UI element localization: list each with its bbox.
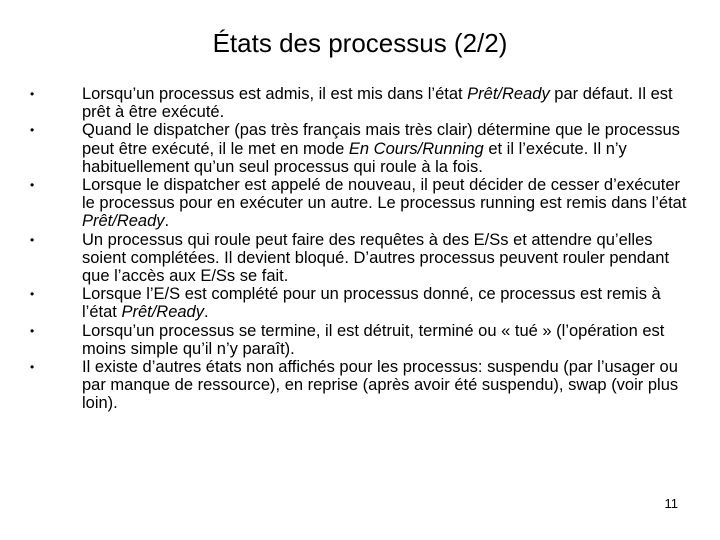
bullet-item — [30, 322, 690, 358]
bullet-marker: • — [30, 323, 35, 338]
bullet-text-segment: Lorsqu’un processus se termine, il est détruit, terminé ou « tué » (l’opération est moins simple qu’il n’y paraît). — [82, 321, 665, 358]
bullet-text-segment: Un processus qui roule peut faire des requêtes à des E/Ss et attendre qu’elles soient complétées. Il devient bloqué. D’autres processus peuvent rouler pendant que l’accès aux E/Ss se fait. — [82, 230, 670, 286]
bullet-text — [82, 358, 678, 412]
bullet-marker: • — [30, 287, 35, 302]
bullet-text — [82, 85, 673, 121]
bullet-marker: • — [30, 360, 35, 375]
bullet-text-segment: par défaut. Il est prêt à être exécuté. — [82, 85, 673, 122]
bullet-text-segment: Il existe d’autres états non affichés pour les processus: suspendu (par l’usager ou par manque de ressource), en reprise (après avoir été suspendu), swap (voir plus loin). — [82, 358, 679, 413]
bullet-text-segment: . — [203, 303, 209, 322]
bullet-item — [30, 85, 690, 121]
state-name: Prêt/Ready — [121, 303, 204, 322]
bullet-text — [82, 285, 661, 321]
bullet-marker: • — [30, 123, 35, 138]
bullet-item — [30, 358, 690, 413]
bullet-text-segment: . — [164, 212, 170, 231]
state-name: Prêt/Ready — [82, 212, 165, 231]
bullet-text-segment: Quand le dispatcher (pas très français mais très clair) détermine que le processus peut être exécuté, il le met en mode — [82, 121, 680, 158]
bullet-item — [30, 285, 690, 321]
slide-title: États des processus (2/2) — [212, 28, 508, 58]
bullet-text-segment: Lorsque le dispatcher est appelé de nouveau, il peut décider de cesser d’exécuter le processus pour en exécuter un autre. Le processus running est remis dans l’état — [82, 176, 687, 213]
bullet-marker: • — [30, 178, 35, 193]
bullet-item — [30, 231, 690, 286]
bullet-text — [82, 231, 669, 285]
bullet-text-segment: et il l’exécute. Il n’y habituellement qu’un seul processus qui roule à la fois. — [82, 139, 627, 176]
bullet-marker: • — [30, 232, 35, 247]
bullet-item — [30, 176, 690, 231]
bullet-text — [82, 121, 680, 175]
bullet-text-segment: Lorsqu’un processus est admis, il est mis dans l’état — [82, 85, 468, 103]
bullet-item — [30, 121, 690, 176]
page-number: 11 — [664, 496, 678, 511]
bullet-text — [82, 322, 664, 358]
bullet-text-segment: Lorsque l’E/S est complété pour un processus donné, ce processus est remis à l’état — [82, 285, 661, 322]
bullet-list — [30, 85, 690, 413]
bullet-text — [82, 176, 686, 230]
state-name: En Cours/Running — [348, 139, 484, 158]
bullet-marker: • — [30, 87, 35, 101]
state-name: Prêt/Ready — [467, 85, 550, 103]
